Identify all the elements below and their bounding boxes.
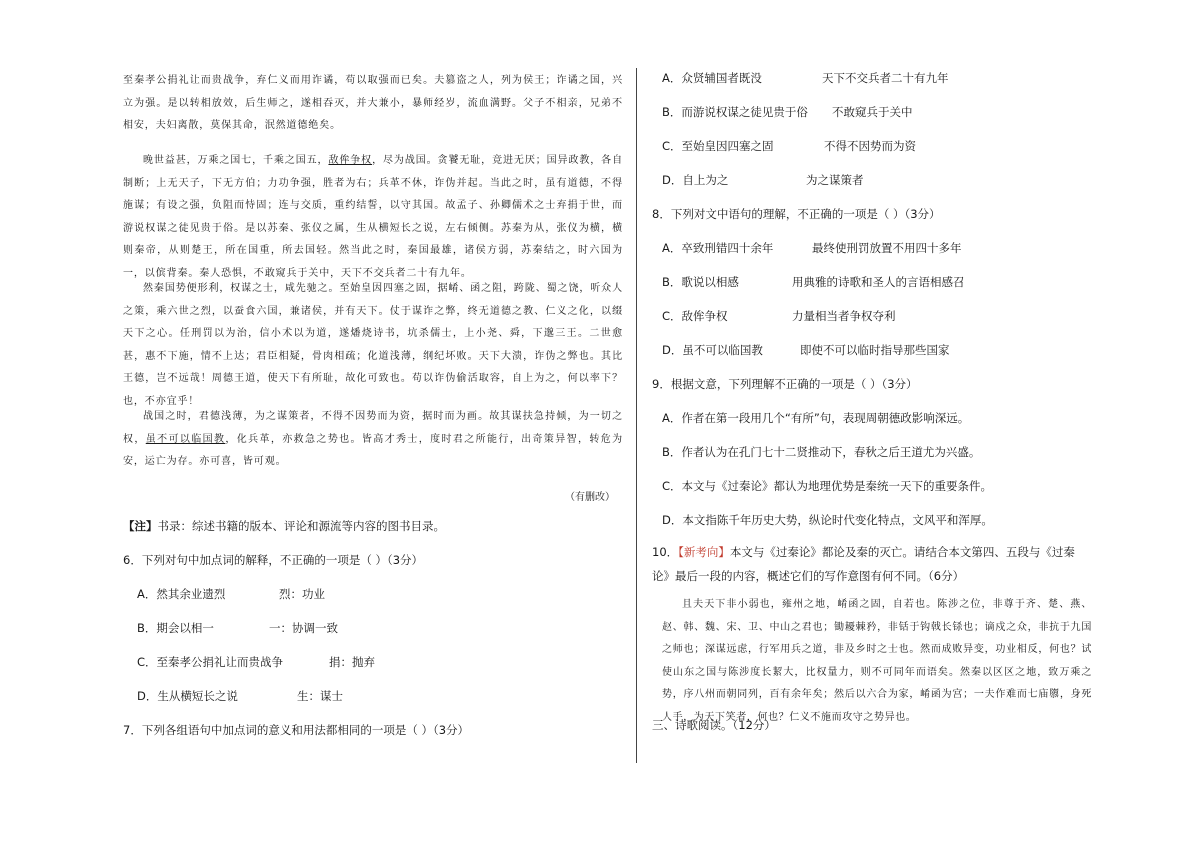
passage-paragraph-1: 至秦孝公捐礼让而贵战争，弃仁义而用诈谲，苟以取强而已矣。夫篡盗之人，列为侯王；诈谲之国，兴立为强。是以转相放效，后生师之，遂相吞灭，并大兼小，暴师经岁，流血满野。父子不相亲，兄弟不相安，夫妇离散，莫保其命，泯然道德绝矣。 — [123, 75, 623, 131]
question-7: 7．下列各组语句中加点词的意义和用法都相同的一项是（ ）（3分） — [123, 723, 470, 737]
q9-option-a[interactable]: A．作者在第一段用几个“有所”句，表现周朝德政影响深远。 — [662, 411, 970, 425]
q7-options — [662, 70, 1092, 188]
q7-option-a[interactable]: A．众贤辅国者既没 天下不交兵者二十有九年 — [662, 71, 949, 85]
q6-option-b[interactable]: B．期会以相一 一：协调一致 — [137, 621, 338, 635]
passage-paragraph-2 — [123, 150, 623, 279]
question-8: 8．下列对文中语句的理解，不正确的一项是（ ）（3分） — [652, 207, 941, 221]
passage-paragraph-4 — [123, 406, 623, 474]
q6-option-c[interactable]: C．至秦孝公捐礼让而贵战争 捐：抛弃 — [137, 655, 375, 669]
q7-option-b[interactable]: B．而游说权谋之徒见贵于俗 不敢窥兵于关中 — [662, 105, 913, 119]
para4-text-a: 战国之时，君德浅薄，为之谋策者，不得不因势而为资，据时而为画。故其谋扶急持倾，为一切之权， — [123, 411, 623, 445]
q6-options — [123, 586, 623, 704]
q7-option-d[interactable]: D．自上为之 为之谋策者 — [662, 173, 864, 187]
section-3-heading: 三、诗歌阅读。（12分） — [652, 718, 776, 732]
question-6: 6．下列对句中加点词的解释，不正确的一项是（ ）（3分） — [123, 553, 424, 567]
annotation-note — [123, 518, 623, 534]
note-tag: 【注】 — [123, 519, 158, 533]
new-direction-tag: 【新考向】 — [678, 545, 730, 559]
q10-number: 10． — [652, 545, 679, 559]
para4-text-b: ，化兵革，亦救急之势也。皆高才秀士，度时君之所能行，出奇策异智，转危为安，运亡为存。亦可喜，皆可观。 — [123, 433, 623, 467]
q6-option-d[interactable]: D．生从横短长之说 生：谋士 — [137, 689, 343, 703]
right-column — [652, 70, 1092, 733]
q9-options — [662, 410, 1092, 528]
q8-option-b[interactable]: B．歌说以相感 用典雅的诗歌和圣人的言语相感召 — [662, 275, 965, 289]
q6-option-a[interactable]: A．然其余业遗烈 烈：功业 — [137, 587, 325, 601]
q8-options — [662, 240, 1092, 358]
para2-text-b: ，尽为战国。贪饕无耻，竞进无厌；国异政教，各自制断；上无天子，下无方伯；力功争强，胜者为右；兵革不休，诈伪并起。当此之时，虽有道德，不得施谋；有设之强，负阻而恃固；连与交质，重约结誓，以守其国。故孟子、孙卿儒术之士弃捐于世，而游说权谋之徒见贵于俗。是以苏秦、张仪之属，生从横短长之说，左右倾侧。苏秦为从，张仪为横，横则秦帝，从则楚王，所在国重，所去国轻。然当此之时，秦国最雄，诸侯方弱，苏秦结之，时六国为一，以傧背秦。秦人恐惧，不敢窥兵于关中，天下不交兵者二十有九年。 — [123, 155, 623, 279]
q7-option-c[interactable]: C．至始皇因四塞之固 不得不因势而为资 — [662, 139, 916, 153]
q9-option-b[interactable]: B．作者认为在孔门七十二贤推动下，春秋之后王道尤为兴盛。 — [662, 445, 981, 459]
underlined-phrase-ditou: 敌侔争权 — [328, 155, 373, 166]
q10-text: 本文与《过秦论》都论及秦的灭亡。请结合本文第四、五段与《过秦论》最后一段的内容，概述它们的写作意图有何不同。（6分） — [652, 545, 1075, 583]
guoqinlun-excerpt: 且夫天下非小弱也，雍州之地，崤函之固，自若也。陈涉之位，非尊于齐、楚、燕、赵、韩、魏、宋、卫、中山之君也；锄耰棘矜，非铦于钩戟长铩也；谪戍之众，非抗于九国之师也；深谋远虑，行军用兵之道，非及乡时之士也。然而成败异变，功业相反，何也？试使山东之国与陈涉度长絜大，比权量力，则不可同年而语矣。然秦以区区之地，致万乘之势，序八州而朝同列，百有余年矣；然后以六合为家，崤函为宫；一夫作难而七庙隳，身死人手，为天下笑者，何也？仁义不施而攻守之势异也。 — [662, 599, 1092, 723]
source-note: （有删改） — [565, 492, 615, 503]
q8-option-d[interactable]: D．虽不可以临国教 即使不可以临时指导那些国家 — [662, 343, 950, 357]
q8-option-c[interactable]: C．敌侔争权 力量相当者争权夺利 — [662, 309, 896, 323]
question-9: 9．根据文意，下列理解不正确的一项是（ ）（3分） — [652, 377, 918, 391]
column-divider — [636, 68, 637, 763]
left-column — [123, 70, 623, 738]
passage-paragraph-3: 然秦国势便形利，权谋之士，咸先驰之。至始皇因四塞之固，据崤、函之阻，跨陇、蜀之饶，听众人之策，乘六世之烈，以蚕食六国，兼诸侯，并有天下。仗于谋诈之弊，终无道德之教、仁义之化，以缀天下之心。任刑罚以为治，信小术以为道，遂燔烧诗书，坑杀儒士，上小尧、舜，下邈三王。二世愈甚，惠不下施，情不上达；君臣相疑，骨肉相疏；化道浅薄，纲纪坏败。天下大溃，诈伪之弊也。其比王德，岂不远哉！周德王道，使天下有所耻，故化可致也。苟以诈伪偷活取容，自上为之，何以率下？也，不亦宜乎！ — [123, 283, 623, 407]
q9-option-c[interactable]: C．本文与《过秦论》都认为地理优势是秦统一天下的重要条件。 — [662, 479, 993, 493]
q8-option-a[interactable]: A．卒致刑错四十余年 最终使刑罚放置不用四十多年 — [662, 241, 962, 255]
q9-option-d[interactable]: D．本文指陈千年历史大势，纵论时代变化特点，文风平和浑厚。 — [662, 513, 993, 527]
note-text: 书录：综述书籍的版本、评论和源流等内容的图书目录。 — [157, 519, 445, 533]
question-10 — [652, 540, 1092, 588]
para2-text-a: 晚世益甚，万乘之国七，千乘之国五， — [143, 155, 329, 166]
underlined-phrase-linguojiao: 虽不可以临国教 — [145, 433, 226, 445]
